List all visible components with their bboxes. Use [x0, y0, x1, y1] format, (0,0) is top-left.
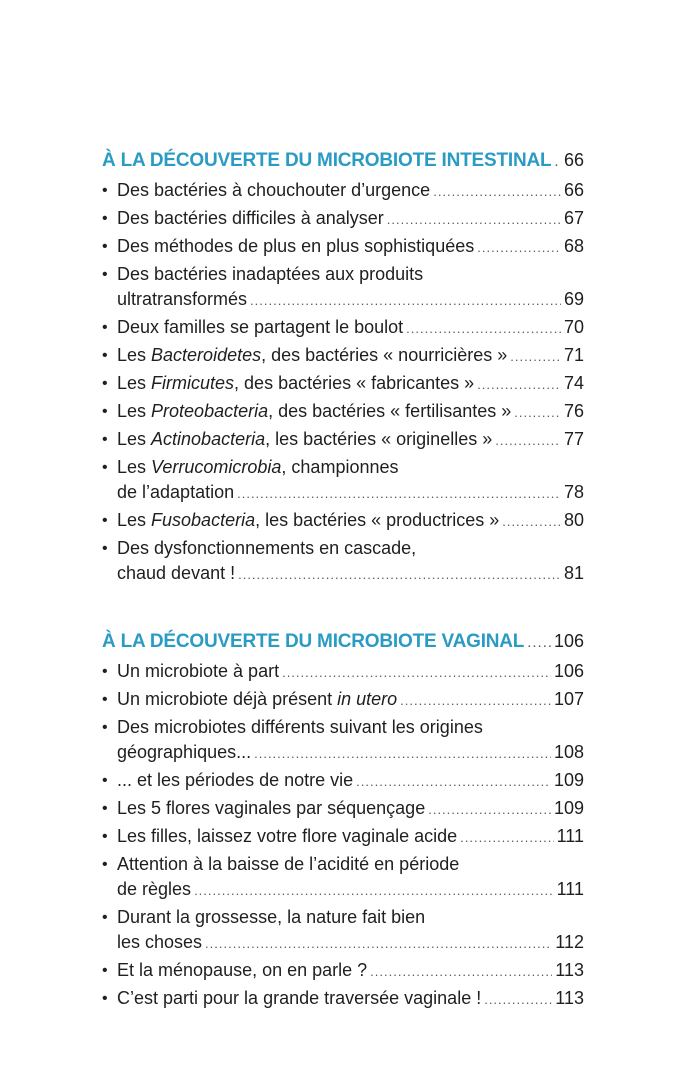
entry-page-number: 112 — [555, 932, 584, 952]
entry-row — [117, 371, 584, 397]
entry-page-number: 111 — [556, 826, 584, 846]
entry-text: de l’adaptation — [117, 482, 235, 502]
bullet-icon: • — [102, 719, 108, 736]
entry-row — [117, 315, 584, 341]
entry-row — [117, 796, 584, 822]
toc-entry — [102, 824, 584, 850]
bullet-icon: • — [102, 182, 108, 199]
entry-text — [117, 687, 397, 712]
bullet-icon: • — [102, 347, 108, 364]
toc-entry — [102, 178, 584, 204]
entry-row — [117, 659, 584, 685]
entry-page-number: 80 — [563, 510, 584, 530]
entry-body — [117, 343, 584, 369]
entry-text: géographiques... — [117, 742, 252, 762]
toc-entry — [102, 536, 584, 587]
entry-page-number: 77 — [563, 429, 584, 449]
entry-row — [117, 824, 584, 850]
toc-entry — [102, 958, 584, 984]
toc-entry — [102, 715, 584, 766]
entry-text — [117, 371, 474, 396]
entry-text-pre: Un microbiote déjà présent — [117, 689, 338, 709]
entry-text: ... et les périodes de notre vie — [117, 770, 354, 790]
entry-page-number: 113 — [555, 988, 584, 1008]
entry-body — [117, 905, 584, 956]
entry-page-number: 78 — [563, 482, 584, 502]
dot-leader — [250, 288, 561, 313]
bullet-icon: • — [102, 800, 108, 817]
toc-entry — [102, 986, 584, 1012]
entry-row — [117, 958, 584, 984]
entry-text: Et la ménopause, on en parle ? — [117, 960, 368, 980]
dot-leader — [387, 207, 561, 232]
entry-page-number: 70 — [563, 317, 584, 337]
bullet-icon: • — [102, 962, 108, 979]
entry-text: Des bactéries à chouchouter d’urgence — [117, 180, 431, 200]
entry-body — [117, 687, 584, 713]
entry-text-post: , les bactéries « productrices » — [255, 510, 500, 530]
entry-text: les choses — [117, 932, 203, 952]
toc-entry — [102, 427, 584, 453]
entry-body — [117, 852, 584, 903]
entry-text-post: , les bactéries « originelles » — [265, 429, 493, 449]
entry-page-number: 108 — [553, 742, 584, 762]
entry-text: Des dysfonctionnements en cascade, — [117, 538, 417, 558]
toc-entry — [102, 768, 584, 794]
entry-text: Des bactéries inadaptées aux produits — [117, 264, 424, 284]
entry-text — [117, 343, 507, 368]
entry-row — [117, 905, 584, 930]
bullet-icon: • — [102, 319, 108, 336]
dot-leader — [400, 688, 551, 713]
toc-entry — [102, 371, 584, 397]
bullet-icon: • — [102, 540, 108, 557]
entry-page-number: 106 — [553, 661, 584, 681]
entry-row — [117, 687, 584, 713]
toc-entry — [102, 399, 584, 425]
toc-entry — [102, 315, 584, 341]
dot-leader — [428, 797, 551, 822]
entry-text: Durant la grossesse, la nature fait bien — [117, 907, 426, 927]
entry-text: Des microbiotes différents suivant les origines — [117, 717, 483, 737]
entry-row — [117, 768, 584, 794]
dot-leader — [477, 235, 561, 260]
entry-text-pre: Les — [117, 429, 152, 449]
bullet-icon: • — [102, 403, 108, 420]
section-page-number: 106 — [553, 631, 584, 651]
entry-row — [117, 877, 584, 903]
entry-text-pre: Les — [117, 401, 152, 421]
entry-body — [117, 824, 584, 850]
entry-row — [117, 343, 584, 369]
toc-entry — [102, 508, 584, 534]
bullet-icon: • — [102, 663, 108, 680]
entry-text-post: , des bactéries « fabricantes » — [234, 373, 475, 393]
dot-leader — [254, 741, 551, 766]
toc-entry — [102, 796, 584, 822]
dot-leader — [527, 634, 551, 651]
toc-entry — [102, 234, 584, 260]
entry-row — [117, 234, 584, 260]
entry-body — [117, 315, 584, 341]
toc-entry — [102, 905, 584, 956]
entry-page-number: 109 — [553, 798, 584, 818]
entry-text: Les filles, laissez votre flore vaginale acide — [117, 826, 458, 846]
entry-row — [117, 930, 584, 956]
toc-section-vaginal — [102, 631, 584, 1012]
dot-leader — [502, 509, 561, 534]
entry-row — [117, 399, 584, 425]
entry-row — [117, 427, 584, 453]
entry-page-number: 81 — [563, 563, 584, 583]
bullet-icon: • — [102, 210, 108, 227]
entry-page-number: 66 — [563, 180, 584, 200]
entry-text-pre: Les — [117, 457, 152, 477]
dot-leader — [194, 878, 554, 903]
section-heading — [102, 631, 584, 659]
entry-text-post: , championnes — [281, 457, 399, 477]
entry-row — [117, 480, 584, 506]
bullet-icon: • — [102, 375, 108, 392]
bullet-icon: • — [102, 459, 108, 476]
bullet-icon: • — [102, 909, 108, 926]
bullet-icon: • — [102, 856, 108, 873]
entry-page-number: 76 — [563, 401, 584, 421]
bullet-icon: • — [102, 990, 108, 1007]
entry-body — [117, 768, 584, 794]
entry-row — [117, 455, 584, 480]
entry-text: C’est parti pour la grande traversée vaginale ! — [117, 988, 482, 1008]
dot-leader — [433, 179, 561, 204]
entry-row — [117, 740, 584, 766]
entry-body — [117, 508, 584, 534]
entry-row — [117, 852, 584, 877]
entry-body — [117, 427, 584, 453]
section-heading — [102, 150, 584, 178]
entry-text: Les 5 flores vaginales par séquençage — [117, 798, 426, 818]
entry-text-pre: Les — [117, 373, 152, 393]
entry-body — [117, 986, 584, 1012]
entry-page-number: 69 — [563, 289, 584, 309]
entry-body — [117, 536, 584, 587]
entry-text: chaud devant ! — [117, 563, 236, 583]
dot-leader — [238, 562, 561, 587]
entry-row — [117, 508, 584, 534]
dot-leader — [477, 372, 561, 397]
entry-page-number: 111 — [556, 879, 584, 899]
dot-leader — [356, 769, 551, 794]
bullet-icon: • — [102, 828, 108, 845]
entry-text: ultratransformés — [117, 289, 248, 309]
toc-entry — [102, 687, 584, 713]
toc-section-intestinal — [102, 150, 584, 587]
dot-leader — [510, 344, 561, 369]
toc-entry — [102, 455, 584, 506]
entry-text-italic: Actinobacteria — [151, 429, 266, 449]
dot-leader — [406, 316, 561, 341]
entry-row — [117, 206, 584, 232]
entry-page-number: 107 — [553, 689, 584, 709]
entry-text: Deux familles se partagent le boulot — [117, 317, 404, 337]
bullet-icon: • — [102, 266, 108, 283]
bullet-icon: • — [102, 431, 108, 448]
entry-body — [117, 796, 584, 822]
entry-page-number: 109 — [553, 770, 584, 790]
dot-leader — [495, 428, 561, 453]
dot-leader — [460, 825, 553, 850]
entry-row — [117, 287, 584, 313]
entry-body — [117, 659, 584, 685]
entry-page-number: 68 — [563, 236, 584, 256]
entry-row — [117, 561, 584, 587]
entry-text-italic: Proteobacteria — [151, 401, 269, 421]
dot-leader — [282, 660, 551, 685]
toc-entry — [102, 206, 584, 232]
entry-body — [117, 262, 584, 313]
entry-text: Attention à la baisse de l’acidité en période — [117, 854, 460, 874]
entry-body — [117, 399, 584, 425]
entry-text — [117, 399, 511, 424]
entry-row — [117, 262, 584, 287]
toc-entry — [102, 852, 584, 903]
dot-leader — [370, 959, 552, 984]
dot-leader — [554, 153, 561, 170]
entry-body — [117, 371, 584, 397]
bullet-icon: • — [102, 772, 108, 789]
entry-text — [117, 455, 399, 480]
entry-text-pre: Les — [117, 510, 152, 530]
entry-text: Un microbiote à part — [117, 661, 280, 681]
toc-entry — [102, 343, 584, 369]
entry-row — [117, 178, 584, 204]
bullet-icon: • — [102, 691, 108, 708]
toc-entry — [102, 659, 584, 685]
entry-body — [117, 958, 584, 984]
section-title: À LA DÉCOUVERTE DU MICROBIOTE VAGINAL — [102, 631, 525, 652]
entry-body — [117, 715, 584, 766]
entry-row — [117, 715, 584, 740]
entry-text: Des méthodes de plus en plus sophistiquées — [117, 236, 475, 256]
entry-page-number: 71 — [563, 345, 584, 365]
entry-text-post: , des bactéries « nourricières » — [261, 345, 508, 365]
dot-leader — [237, 481, 561, 506]
entry-body — [117, 206, 584, 232]
entry-text-italic: Verrucomicrobia — [151, 457, 282, 477]
entry-page-number: 113 — [555, 960, 584, 980]
entry-page-number: 67 — [563, 208, 584, 228]
entry-body — [117, 234, 584, 260]
entry-row — [117, 986, 584, 1012]
entry-text-italic: Firmicutes — [151, 373, 235, 393]
toc-entry — [102, 262, 584, 313]
bullet-icon: • — [102, 238, 108, 255]
entry-text — [117, 508, 499, 533]
entry-text: Des bactéries difficiles à analyser — [117, 208, 384, 228]
entry-body — [117, 178, 584, 204]
bullet-icon: • — [102, 512, 108, 529]
entry-text-italic: Fusobacteria — [151, 510, 256, 530]
dot-leader — [205, 931, 552, 956]
entry-text-italic: Bacteroidetes — [151, 345, 262, 365]
section-title: À LA DÉCOUVERTE DU MICROBIOTE INTESTINAL — [102, 150, 552, 171]
entry-text — [117, 427, 492, 452]
entry-text-italic: in utero — [337, 689, 398, 709]
entry-text-pre: Les — [117, 345, 152, 365]
entry-text-post: , des bactéries « fertilisantes » — [268, 401, 512, 421]
dot-leader — [514, 400, 561, 425]
section-page-number: 66 — [563, 150, 584, 170]
dot-leader — [484, 987, 552, 1012]
entry-body — [117, 455, 584, 506]
entry-row — [117, 536, 584, 561]
entry-page-number: 74 — [563, 373, 584, 393]
entry-text: de règles — [117, 879, 192, 899]
